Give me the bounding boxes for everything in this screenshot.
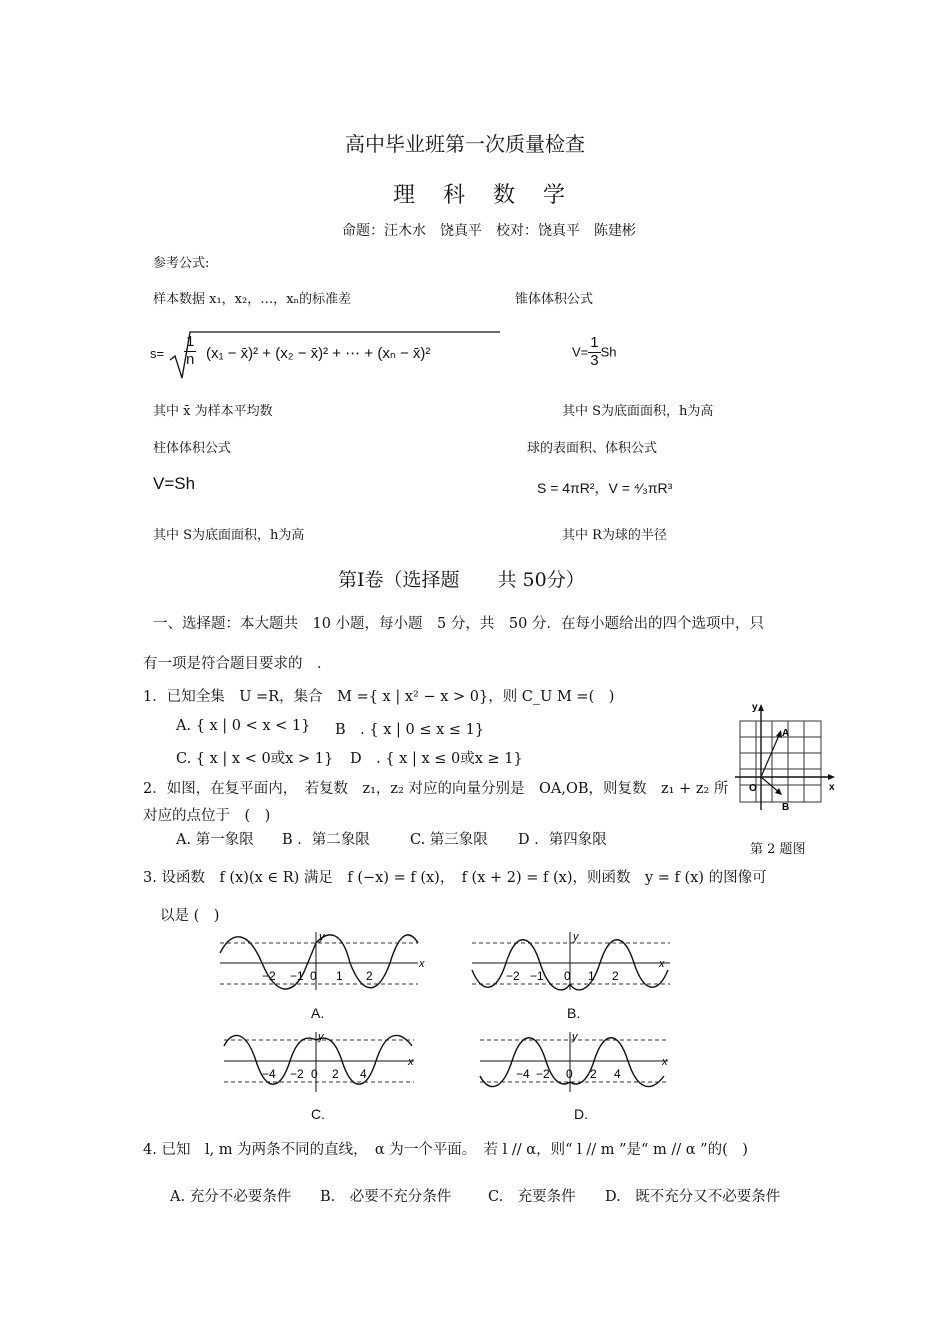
q3-graph-c-tick: 2 [332,1067,339,1081]
prism-title: 柱体体积公式 [153,441,232,456]
q2-fig-point-b: B [782,802,790,813]
q1-option-a: A. { x | 0 < x < 1} [176,718,311,734]
q2-option-a: A. 第一象限 [176,832,254,848]
q3-graph-a-y: y [319,931,325,943]
prism-note: 其中 S为底面面积，h为高 [153,528,305,543]
q3-graph-d-x: x [662,1056,668,1068]
q3-graph-a-tick: 1 [336,969,343,983]
q2-figure-caption: 第 2 题图 [750,842,806,857]
q3-graph-d-tick: 4 [614,1067,621,1081]
q4-option-c: C. 充要条件 [488,1189,576,1205]
q2-option-d: D ．第四象限 [518,832,607,848]
q3-graph-a-tick: 0 [310,969,317,983]
q1-option-d: D . { x | x ≤ 0或x ≥ 1} [350,751,523,767]
q4-option-b: B. 必要不充分条件 [320,1189,452,1205]
q2-fig-origin: O [749,783,757,794]
formulas-heading: 参考公式: [153,256,210,271]
q3-graph-b-y: y [573,931,579,943]
q2-stem-line1: 2．如图，在复平面内， 若复数 z₁，z₂ 对应的向量分别是 OA,OB，则复数 z₁ + z₂ 所 [143,781,729,797]
q3-graph-b-tick: 0 [564,969,571,983]
q3-stem-line2: 以是 ( ) [160,908,220,924]
std-formula-body: (x₁ − x̄)² + (x₂ − x̄)² + ⋯ + (xₙ − x̄)² [206,345,431,362]
std-note: 其中 x̄ 为样本平均数 [153,404,273,419]
section-title: 第Ⅰ卷（选择题 共 50分） [338,569,585,591]
prism-formula: V=Sh [153,474,196,493]
q3-graph-a-tick: −2 [262,969,276,983]
q3-graph-c-y: y [318,1031,324,1043]
q4-stem: 4. 已知 l, m 为两条不同的直线， α 为一个平面。 若 l // α，则“ l // m ”是“ m // α ”的( ) [143,1142,748,1158]
q3-graph-b-x: x [659,958,665,970]
q3-graph-d-tick: −4 [516,1067,530,1081]
q3-graph-d-tick: 2 [590,1067,597,1081]
sphere-title: 球的表面积、体积公式 [527,441,658,456]
q2-stem-line2: 对应的点位于 ( ) [143,808,271,824]
q1-option-b: B . { x | 0 ≤ x ≤ 1} [335,722,485,738]
authors-line: 命题：汪木水 饶真平 校对：饶真平 陈建彬 [342,223,636,239]
q3-graph-c [222,1030,422,1095]
q2-fig-point-a: A [782,728,790,739]
cone-formula: V= $\frac{1}{3}$ Sh [572,334,617,369]
q3-graph-d-tick: 0 [566,1067,573,1081]
q2-option-b: B ．第二象限 [282,832,370,848]
q3-graph-a-tick: −1 [290,969,304,983]
q3-graph-a-label: A. [311,1005,325,1021]
q3-graph-a [218,930,428,995]
q3-graph-c-tick: −2 [290,1067,304,1081]
std-frac: $\frac{1}{n}$ [186,333,195,368]
instructions-line1: 一、选择题：本大题共 10 小题，每小题 5 分，共 50 分．在每小题给出的四个选项中，只 [153,616,764,632]
q1-option-c: C. { x | x < 0或x > 1} [176,751,334,767]
q3-graph-a-x: x [419,958,425,970]
q3-graph-b [470,930,680,995]
q3-graph-b-tick: −1 [530,969,544,983]
q2-option-c: C. 第三象限 [410,832,488,848]
q3-graph-b-tick: 2 [612,969,619,983]
q3-graph-c-tick: −4 [262,1067,276,1081]
subject-title: 理科数学 [393,183,594,208]
q3-graph-d-tick: −2 [536,1067,550,1081]
q3-stem-line1: 3. 设函数 f (x)(x ∈ R) 满足 f (−x) = f (x)， f (x + 2) = f (x)，则函数 y = f (x) 的图像可 [143,870,767,886]
q3-graph-b-tick: 1 [588,969,595,983]
q3-graph-d-y: y [572,1031,578,1043]
q3-graph-d-label: D. [574,1106,588,1122]
std-formula-lhs: s= [150,346,165,361]
q3-graph-c-tick: 0 [311,1067,318,1081]
sphere-note: 其中 R为球的半径 [562,528,667,543]
exam-title: 高中毕业班第一次质量检查 [345,132,585,156]
q3-graph-c-x: x [408,1056,414,1068]
std-title: 样本数据 x₁，x₂，…，xₙ的标准差 [153,292,352,307]
instructions-line2: 有一项是符合题目要求的 ． [143,656,332,672]
q3-graph-c-tick: 4 [360,1067,367,1081]
q1-stem: 1．已知全集 U =R，集合 M ={ x | x² − x > 0}，则 C_U M =( ) [143,689,615,705]
cone-formula-rhs: Sh [600,344,617,360]
cone-note: 其中 S为底面面积，h为高 [562,404,714,419]
cone-title: 锥体体积公式 [515,292,594,307]
q4-option-a: A. 充分不必要条件 [170,1189,292,1205]
q3-graph-b-tick: −2 [506,969,520,983]
q3-graph-a-tick: 2 [366,969,373,983]
q2-fig-x-label: x [829,782,835,793]
cone-formula-lhs: V= [572,344,589,360]
q3-graph-b-label: B. [567,1005,581,1021]
q3-graph-c-label: C. [311,1106,325,1122]
q3-graph-d [478,1030,678,1095]
q2-fig-y-label: y [752,702,758,713]
q4-option-d: D. 既不充分又不必要条件 [605,1189,781,1205]
q2-figure [735,700,845,830]
sphere-formula: S = 4πR²，V = ⁴⁄₃πR³ [537,480,673,496]
